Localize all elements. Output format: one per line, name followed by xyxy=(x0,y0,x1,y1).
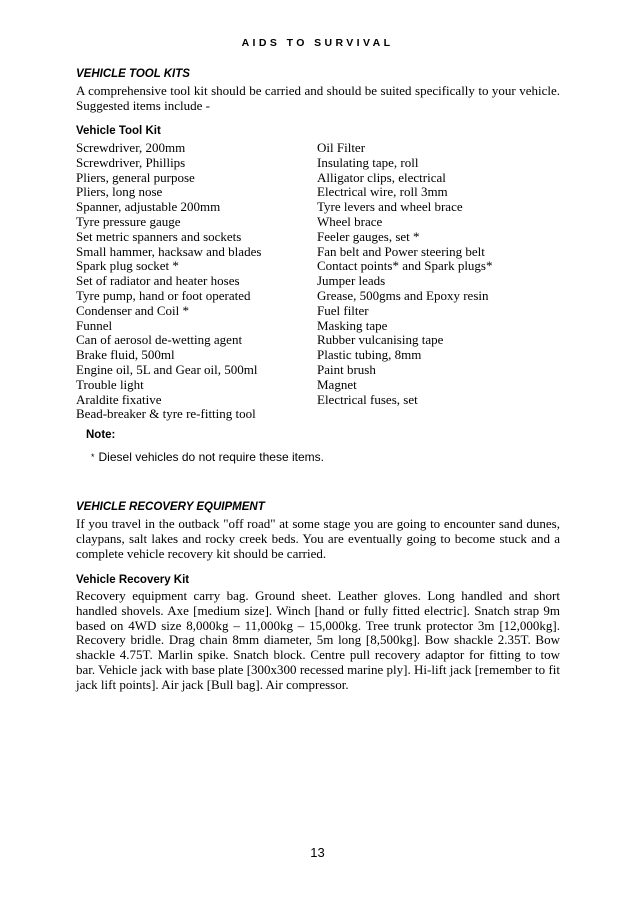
recovery-body: Recovery equipment carry bag. Ground sheet. Leather gloves. Long handled and short handled shovels. Axe [medium size]. Winch [hand or fully fitted electric]. Snatch strap 9m based on 4WD size 8,000kg – 11,000kg – 15,000kg. Tree trunk protector 3m [12,000kg]. Recovery bridle. Drag chain 8mm diameter, 5m long [8,500kg]. Bow shackle 2.35T. Bow shackle 4.75T. Marlin spike. Snatch block. Centre pull recovery adaptor for fitting to tow bar. Vehicle jack with base plate [300x300 recessed marine ply]. Hi-lift jack [remember to fit jack lift points]. Air jack [Bull bag]. Air compressor. xyxy=(76,588,560,692)
tool-item: Set metric spanners and sockets xyxy=(76,228,242,244)
tool-item: Rubber vulcanising tape xyxy=(317,332,444,348)
tool-kits-intro: A comprehensive tool kit should be carried and should be suited specifically to your vehicle. Suggested items include - xyxy=(76,83,560,113)
tool-item: Paint brush xyxy=(317,361,376,377)
running-header: AIDS TO SURVIVAL xyxy=(241,37,394,49)
tool-item: Small hammer, hacksaw and blades xyxy=(76,243,262,259)
note xyxy=(91,450,324,464)
tool-item: Masking tape xyxy=(317,317,388,333)
tool-item: Jumper leads xyxy=(317,273,386,289)
tool-item: Tyre pump, hand or foot operated xyxy=(76,287,251,303)
page-number: 13 xyxy=(310,845,325,860)
tool-item: Contact points* and Spark plugs* xyxy=(317,258,493,274)
tool-item: Spanner, adjustable 200mm xyxy=(76,199,221,215)
asterisk-marker: * xyxy=(91,452,95,462)
tool-item: Condenser and Coil * xyxy=(76,302,190,318)
tool-item: Fuel filter xyxy=(317,302,369,318)
note-label: Note: xyxy=(86,429,116,441)
recovery-intro: If you travel in the outback "off road" at some stage you are going to encounter sand dunes, claypans, salt lakes and rocky creek beds. You are eventually going to become stuck and a complete vehicle recovery kit should be carried. xyxy=(76,516,560,561)
tool-list-right xyxy=(317,141,493,407)
tool-item: Grease, 500gms and Epoxy resin xyxy=(317,287,489,303)
tool-item: Feeler gauges, set * xyxy=(317,228,420,244)
tool-item: Fan belt and Power steering belt xyxy=(317,243,485,259)
tool-item: Can of aerosol de-wetting agent xyxy=(76,332,243,348)
tool-item: Electrical wire, roll 3mm xyxy=(317,184,448,200)
tool-item: Bead-breaker & tyre re-fitting tool xyxy=(76,406,256,422)
tool-item: Tyre levers and wheel brace xyxy=(317,199,463,215)
tool-item: Araldite fixative xyxy=(76,391,162,407)
tool-item: Brake fluid, 500ml xyxy=(76,347,175,363)
tool-item: Trouble light xyxy=(76,376,144,392)
tool-item: Electrical fuses, set xyxy=(317,391,418,407)
tool-item: Alligator clips, electrical xyxy=(317,169,446,185)
tool-item: Wheel brace xyxy=(317,213,383,229)
tool-kit-subheading: Vehicle Tool Kit xyxy=(76,125,161,137)
note-text: Diesel vehicles do not require these items. xyxy=(98,450,324,464)
tool-item: Tyre pressure gauge xyxy=(76,213,181,229)
tool-item: Engine oil, 5L and Gear oil, 500ml xyxy=(76,361,258,377)
tool-item: Insulating tape, roll xyxy=(317,154,419,170)
tool-item: Funnel xyxy=(76,317,113,333)
recovery-subheading: Vehicle Recovery Kit xyxy=(76,574,190,586)
tool-item: Screwdriver, Phillips xyxy=(76,154,186,170)
tool-item: Set of radiator and heater hoses xyxy=(76,273,240,289)
tool-item: Pliers, long nose xyxy=(76,184,163,200)
tool-kits-heading: VEHICLE TOOL KITS xyxy=(76,68,190,80)
tool-item: Magnet xyxy=(317,376,357,392)
tool-item: Plastic tubing, 8mm xyxy=(317,347,422,363)
tool-list-left xyxy=(76,141,261,422)
recovery-heading: VEHICLE RECOVERY EQUIPMENT xyxy=(76,501,265,513)
tool-item: Spark plug socket * xyxy=(76,258,179,274)
tool-item: Screwdriver, 200mm xyxy=(76,140,186,155)
tool-item: Pliers, general purpose xyxy=(76,169,195,185)
tool-item: Oil Filter xyxy=(317,140,366,155)
